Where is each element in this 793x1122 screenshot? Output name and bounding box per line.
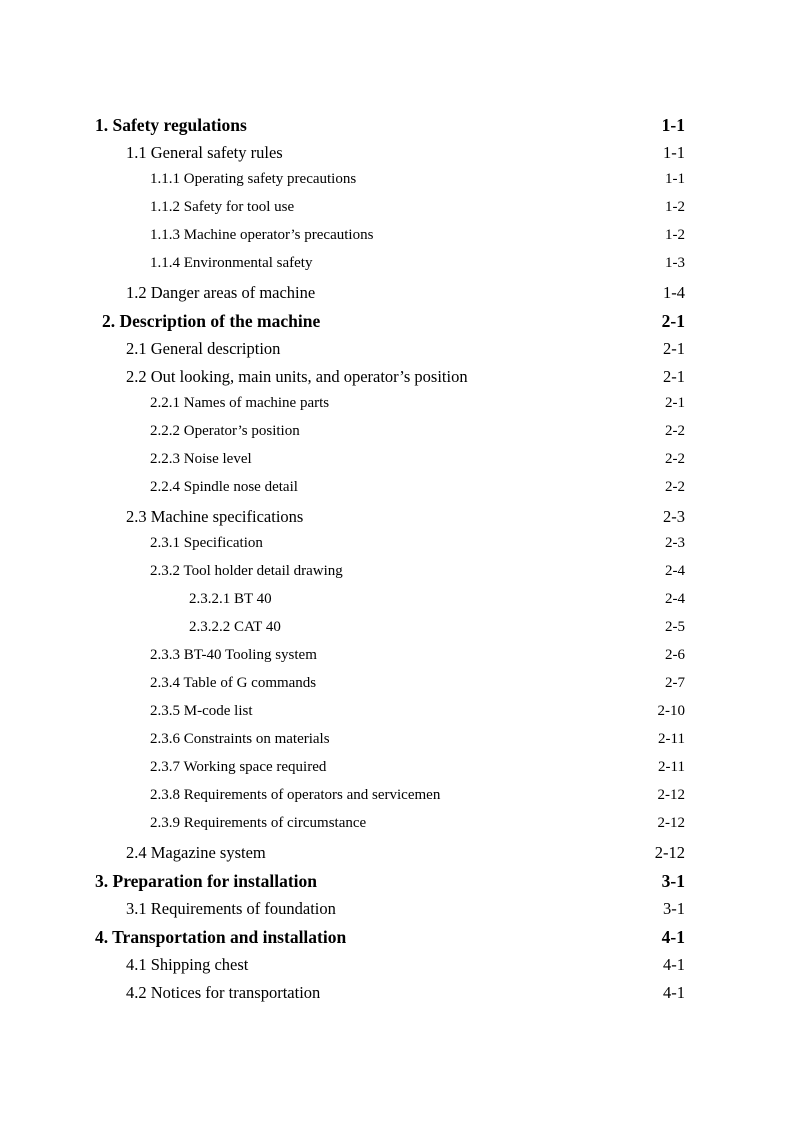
toc-entry-title: 2.3.9 Requirements of circumstance xyxy=(150,815,367,831)
toc-entry-page-number: 2-4 xyxy=(665,591,685,607)
toc-entry-title: 2.1 General description xyxy=(126,339,281,358)
toc-entry-page-number: 1-1 xyxy=(665,171,685,187)
toc-entry-page-number: 2-2 xyxy=(665,451,685,467)
toc-entry[interactable] xyxy=(0,199,793,227)
toc-entry[interactable] xyxy=(0,535,793,563)
toc-entry[interactable] xyxy=(0,983,793,1011)
toc-entry-page-number: 1-4 xyxy=(663,283,685,302)
toc-entry-title: 2.2 Out looking, main units, and operator’s position xyxy=(126,367,468,386)
toc-entry-title: 1.1.4 Environmental safety xyxy=(150,255,313,271)
toc-entry[interactable] xyxy=(0,255,793,283)
toc-entry-page-number: 2-1 xyxy=(665,395,685,411)
toc-entry[interactable] xyxy=(0,311,793,339)
toc-entry-page-number: 2-12 xyxy=(657,787,685,803)
toc-entry-page-number: 2-4 xyxy=(665,563,685,579)
toc-entry[interactable] xyxy=(0,591,793,619)
toc-entry-page-number: 3-1 xyxy=(663,899,685,918)
toc-entry-page-number: 2-12 xyxy=(654,843,685,862)
toc-entry-title: 1.1.1 Operating safety precautions xyxy=(150,171,357,187)
toc-entry-page-number: 2-7 xyxy=(665,675,685,691)
toc-entry[interactable] xyxy=(0,563,793,591)
toc-entry-title: 2.3.6 Constraints on materials xyxy=(150,731,330,747)
toc-entry-page-number: 2-5 xyxy=(665,619,685,635)
toc-entry-title: 2.3.5 M-code list xyxy=(150,703,253,719)
toc-entry-title: 2.2.3 Noise level xyxy=(150,451,252,467)
toc-entry[interactable] xyxy=(0,479,793,507)
toc-entry-title: 2.2.1 Names of machine parts xyxy=(150,395,330,411)
toc-entry-title: 2.2.2 Operator’s position xyxy=(150,423,300,439)
toc-entry-page-number: 2-3 xyxy=(665,535,685,551)
toc-entry[interactable] xyxy=(0,451,793,479)
toc-entry-page-number: 1-1 xyxy=(661,115,685,135)
toc-entry-page-number: 2-6 xyxy=(665,647,685,663)
toc-entry-title: 2.3.7 Working space required xyxy=(150,759,327,775)
toc-entry-title: 2. Description of the machine xyxy=(102,311,321,331)
toc-entry[interactable] xyxy=(0,871,793,899)
toc-entry-title: 1.1 General safety rules xyxy=(126,143,283,162)
toc-entry[interactable] xyxy=(0,759,793,787)
toc-entry-page-number: 2-2 xyxy=(665,479,685,495)
toc-entry-page-number: 1-2 xyxy=(665,199,685,215)
toc-entry-page-number: 1-2 xyxy=(665,227,685,243)
toc-entry-page-number: 2-12 xyxy=(657,815,685,831)
toc-entry[interactable] xyxy=(0,339,793,367)
toc-entry[interactable] xyxy=(0,367,793,395)
toc-entry[interactable] xyxy=(0,283,793,311)
toc-entry-title: 2.3.2.2 CAT 40 xyxy=(189,619,281,635)
toc-entry[interactable] xyxy=(0,731,793,759)
toc-entry[interactable] xyxy=(0,815,793,843)
toc-entry-page-number: 2-1 xyxy=(663,367,685,386)
toc-entry-page-number: 2-10 xyxy=(657,703,685,719)
toc-entry[interactable] xyxy=(0,423,793,451)
toc-entry-page-number: 1-1 xyxy=(663,143,685,162)
toc-entry-page-number: 2-11 xyxy=(658,731,685,747)
toc-entry[interactable] xyxy=(0,955,793,983)
toc-entry-title: 1. Safety regulations xyxy=(95,115,247,135)
toc-entry-title: 2.3.2 Tool holder detail drawing xyxy=(150,563,343,579)
toc-entry-page-number: 2-1 xyxy=(661,311,685,331)
toc-entry-page-number: 3-1 xyxy=(661,871,685,891)
toc-entry[interactable] xyxy=(0,115,793,143)
toc-entry[interactable] xyxy=(0,843,793,871)
toc-entry-title: 4.2 Notices for transportation xyxy=(126,983,321,1002)
toc-entry-title: 3. Preparation for installation xyxy=(95,871,317,891)
toc-entry[interactable] xyxy=(0,227,793,255)
toc-entry-page-number: 2-1 xyxy=(663,339,685,358)
toc-entry-title: 1.1.2 Safety for tool use xyxy=(150,199,295,215)
toc-entry[interactable] xyxy=(0,171,793,199)
toc-entry-title: 2.2.4 Spindle nose detail xyxy=(150,479,298,495)
toc-entry-title: 2.3 Machine specifications xyxy=(126,507,304,526)
toc-entry[interactable] xyxy=(0,143,793,171)
toc-entry-title: 1.1.3 Machine operator’s precautions xyxy=(150,227,374,243)
toc-entry-title: 2.3.3 BT-40 Tooling system xyxy=(150,647,317,663)
toc-entry-title: 2.3.8 Requirements of operators and servicemen xyxy=(150,787,441,803)
toc-entry-page-number: 4-1 xyxy=(661,927,685,947)
toc-entry-title: 4.1 Shipping chest xyxy=(126,955,249,974)
toc-entry-page-number: 2-3 xyxy=(663,507,685,526)
toc-entry-title: 2.3.1 Specification xyxy=(150,535,263,551)
toc-entry[interactable] xyxy=(0,395,793,423)
toc-entry[interactable] xyxy=(0,647,793,675)
toc-entry[interactable] xyxy=(0,619,793,647)
toc-entry[interactable] xyxy=(0,675,793,703)
toc-entry-page-number: 2-2 xyxy=(665,423,685,439)
toc-entry-page-number: 4-1 xyxy=(663,983,685,1002)
toc-entry-title: 2.3.2.1 BT 40 xyxy=(189,591,272,607)
toc-entry-page-number: 1-3 xyxy=(665,255,685,271)
toc-entry[interactable] xyxy=(0,507,793,535)
toc-entry[interactable] xyxy=(0,703,793,731)
toc-entry-title: 2.3.4 Table of G commands xyxy=(150,675,317,691)
toc-entry-page-number: 4-1 xyxy=(663,955,685,974)
toc-entry-title: 2.4 Magazine system xyxy=(126,843,266,862)
toc-entry-page-number: 2-11 xyxy=(658,759,685,775)
toc-entry-title: 4. Transportation and installation xyxy=(95,927,347,947)
toc-entry[interactable] xyxy=(0,787,793,815)
toc-entry[interactable] xyxy=(0,927,793,955)
toc-entry[interactable] xyxy=(0,899,793,927)
toc-entry-title: 3.1 Requirements of foundation xyxy=(126,899,336,918)
toc-entry-title: 1.2 Danger areas of machine xyxy=(126,283,316,302)
